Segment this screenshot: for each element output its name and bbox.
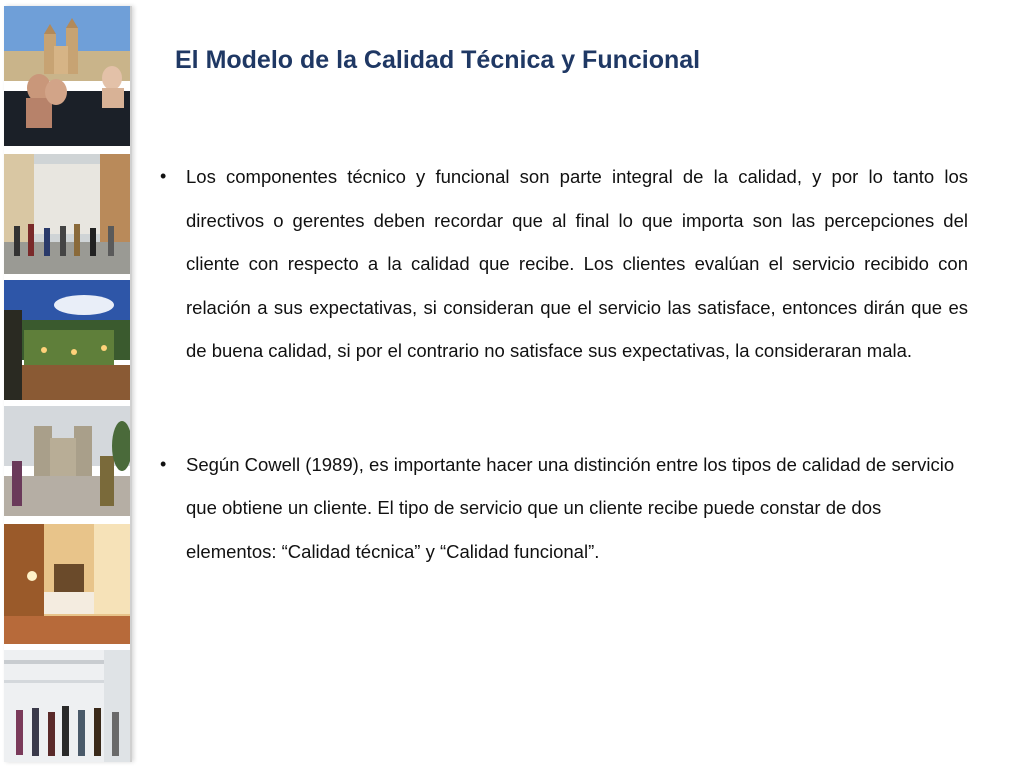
bullet-list (158, 155, 968, 573)
cathedral-pool-photo (4, 6, 130, 146)
bullet-item-cowell: • Según Cowell (1989), es importante hacer una distinción entre los tipos de calidad de servicio que obtiene un cliente. El tipo de servicio que un cliente recibe puede constar de dos elementos: “Calidad técnica” y “Calidad funcional”. (158, 443, 968, 574)
hotel-room-photo (4, 524, 130, 644)
courtyard-dusk-photo (4, 280, 130, 400)
slide-title: El Modelo de la Calidad Técnica y Funcional (175, 46, 701, 74)
photo-strip (4, 6, 132, 762)
bullet-item-technical-functional: • Los componentes técnico y funcional son parte integral de la calidad, y por lo tanto los directivos o gerentes deben recordar que al final lo que importa son las percepciones del cliente con respecto a la calidad que recibe. Los clientes evalúan el servicio recibido con relación a sus expectativas, si consideran que el servicio las satisface, entonces dirán que es de buena calidad, si por el contrario no satisface sus expectativas, la consideraran mala. (158, 155, 968, 373)
church-plaza-photo (4, 406, 130, 516)
street-crowd-photo (4, 154, 130, 274)
mall-crowd-photo (4, 650, 130, 762)
